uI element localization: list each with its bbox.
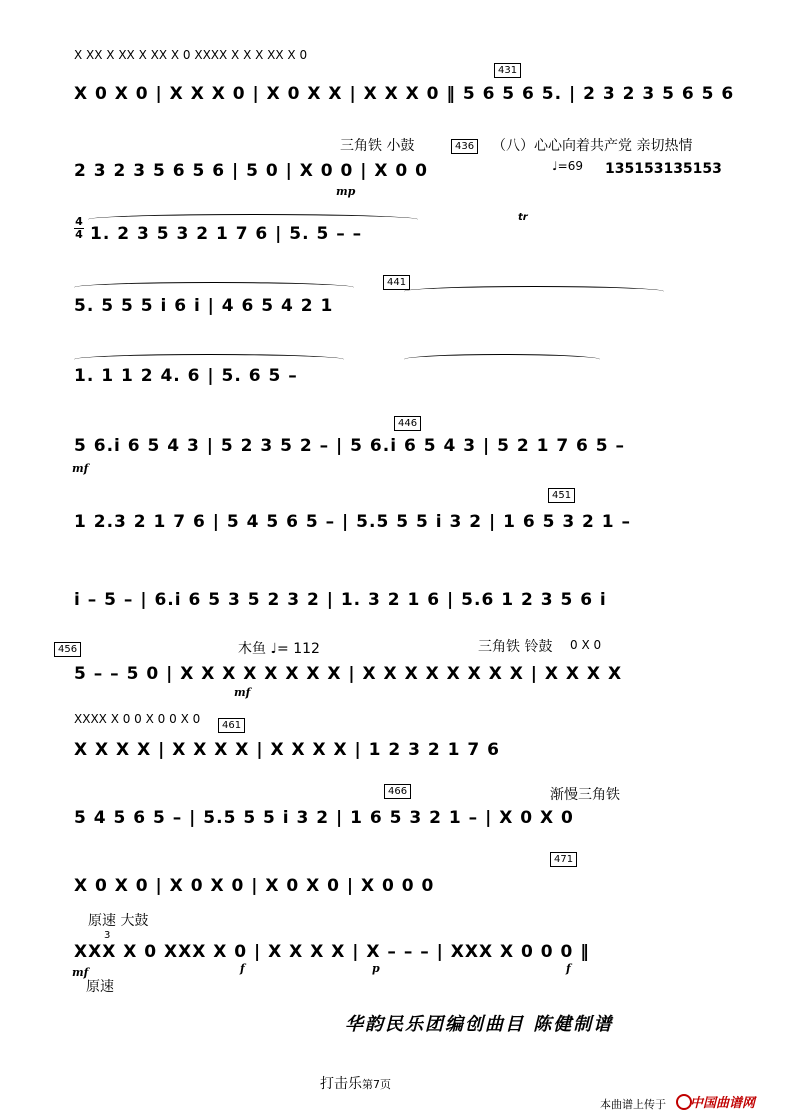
measure-number: 456: [54, 642, 81, 657]
notation-line: 5. 5 5 5 i 6 i | 4 6 5 4 2 1: [74, 296, 334, 316]
notation-line: X X X X | X X X X | X X X X | 1 2 3 2 1 7 6: [74, 740, 500, 760]
site-logo[interactable]: 中国曲谱网: [690, 1096, 756, 1111]
dynamic-mark: mf: [72, 462, 89, 475]
measure-number: 461: [218, 718, 245, 733]
percussion-upper-line: X XX X XX X XX X 0 XXXX X X X XX X 0: [74, 48, 308, 62]
slur: [404, 286, 664, 297]
instrument-label: 原速 大鼓: [88, 913, 149, 929]
notation-right: 135153135153: [605, 161, 722, 177]
part-name: 打击乐: [320, 1076, 362, 1092]
dynamic-mark: f: [566, 962, 571, 975]
notation-line: 1. 1 1 2 4. 6 | 5. 6 5 –: [74, 366, 298, 386]
notation-line: X 0 X 0 | X 0 X 0 | X 0 X 0 | X 0 0 0: [74, 876, 435, 896]
time-signature-bottom: 4: [75, 228, 83, 241]
tempo-mark: ♩=69: [552, 159, 583, 173]
section-title: （八）心心向着共产党 亲切热情: [492, 138, 693, 154]
trill-mark: tr: [518, 212, 528, 223]
measure-number: 466: [384, 784, 411, 799]
dynamic-mark: mf: [234, 686, 251, 699]
instrument-label: 三角铁 铃鼓: [478, 639, 553, 655]
triplet-mark: 3: [104, 930, 111, 941]
credit-line: 华韵民乐团编创曲目 陈健制谱: [345, 1014, 614, 1035]
instrument-label: 三角铁 小鼓: [340, 138, 415, 154]
measure-number: 431: [494, 63, 521, 78]
notation-line: 5 4 5 6 5 – | 5.5 5 5 i 3 2 | 1 6 5 3 2 1 – | X 0 X 0: [74, 808, 574, 828]
dynamic-mark: mp: [336, 185, 356, 198]
dynamic-mark: mf: [72, 966, 89, 979]
notation-line: 2 3 2 3 5 6 5 6 | 5 0 | X 0 0 | X 0 0: [74, 161, 428, 181]
measure-number: 471: [550, 852, 577, 867]
percussion-upper-line: XXXX X 0 0 X 0 0 X 0: [74, 712, 201, 726]
measure-number: 441: [383, 275, 410, 290]
page-number: 第7页: [362, 1078, 391, 1091]
page-label: [320, 1073, 391, 1093]
notation-line: X 0 X 0 | X X X 0 | X 0 X X | X X X 0 ‖ 5 6 5 6 5. | 2 3 2 3 5 6 5 6: [74, 84, 735, 104]
instrument-label: 木鱼 ♩= 112: [238, 641, 320, 657]
dynamic-mark: p: [372, 962, 380, 975]
measure-number: 446: [394, 416, 421, 431]
notation-line: 5 – – 5 0 | X X X X X X X X | X X X X X X X X | X X X X: [74, 664, 623, 684]
slur: [74, 282, 354, 293]
tempo-label: 原速: [86, 979, 114, 995]
notation-line: XXX X 0 XXX X 0 | X X X X | X – – – | XXX X 0 0 0 ‖: [74, 942, 590, 962]
time-signature: [74, 216, 84, 241]
percussion-upper-line: 0 X 0: [570, 638, 602, 652]
notation-line: 5 6.i 6 5 4 3 | 5 2 3 5 2 – | 5 6.i 6 5 4 3 | 5 2 1 7 6 5 –: [74, 436, 626, 456]
measure-number: 451: [548, 488, 575, 503]
measure-number: 436: [451, 139, 478, 154]
notation-line: 1 2.3 2 1 7 6 | 5 4 5 6 5 – | 5.5 5 5 i 3 2 | 1 6 5 3 2 1 –: [74, 512, 632, 532]
instrument-label: 渐慢三角铁: [550, 787, 620, 803]
slur: [404, 354, 600, 365]
dynamic-mark: f: [240, 962, 245, 975]
notation-line: i – 5 – | 6.i 6 5 3 5 2 3 2 | 1. 3 2 1 6 | 5.6 1 2 3 5 6 i: [74, 590, 607, 610]
upload-note: 本曲谱上传于: [600, 1098, 666, 1111]
notation-line: 1. 2 3 5 3 2 1 7 6 | 5. 5 – –: [90, 224, 363, 244]
time-signature-top: 4: [75, 215, 83, 228]
slur: [74, 354, 344, 365]
